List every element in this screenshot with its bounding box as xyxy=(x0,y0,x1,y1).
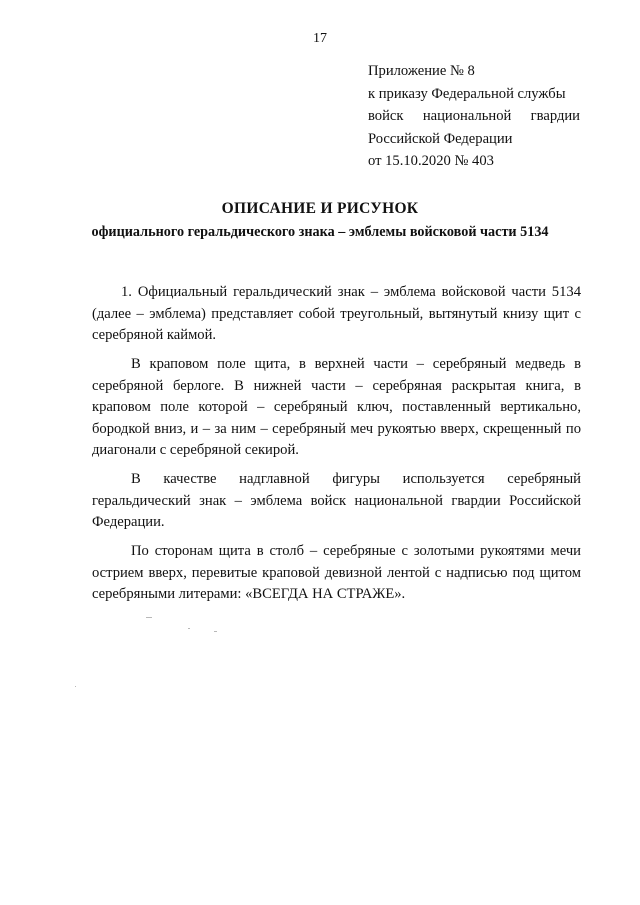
appendix-order-date: от 15.10.2020 № 403 xyxy=(368,153,494,169)
paragraph-3: В качестве надглавной фигуры используется серебряный геральдический знак – эмблема войск национальной гвардии Российской Федерации. xyxy=(92,471,581,530)
appendix-country: Российской Федерации xyxy=(368,130,513,147)
document-title: ОПИСАНИЕ И РИСУНОК xyxy=(221,200,419,217)
appendix-word-2: национальной xyxy=(422,108,512,124)
appendix-word-1: войск xyxy=(368,108,404,124)
document-body xyxy=(92,282,581,613)
appendix-number: Приложение № 8 xyxy=(368,63,475,79)
appendix-word-3: гвардии xyxy=(530,108,580,124)
document-subtitle: официального геральдического знака – эмблемы войсковой части 5134 xyxy=(91,224,549,240)
appendix-service-line xyxy=(368,105,580,128)
paragraph-2: В краповом поле щита, в верхней части – серебряный медведь в серебряной берлоге. В нижней части – серебряная раскрытая книга, в краповом поле которой – серебряный ключ, поставленный вертикально, бородкой вниз, и – за ним – серебряный меч рукоятью вверх, скрещенный по диагонали с серебряной секирой. xyxy=(92,356,581,458)
appendix-block xyxy=(368,60,580,173)
scan-artifact xyxy=(75,686,76,687)
scan-artifact xyxy=(146,617,152,618)
paragraph-4: По сторонам щита в столб – серебряные с золотыми рукоятями мечи острием вверх, перевитые краповой девизной лентой с надписью под щитом серебряными литерами: «ВСЕГДА НА СТРАЖЕ». xyxy=(92,543,581,602)
scan-artifact xyxy=(214,631,217,632)
paragraph-1: 1. Официальный геральдический знак – эмблема войсковой части 5134 (далее – эмблема) представляет собой треугольный, вытянутый книзу щит с серебряной каймой. xyxy=(92,284,581,343)
appendix-order-reference: к приказу Федеральной службы xyxy=(368,85,566,102)
page-number: 17 xyxy=(313,31,327,46)
scan-artifact xyxy=(188,628,190,629)
